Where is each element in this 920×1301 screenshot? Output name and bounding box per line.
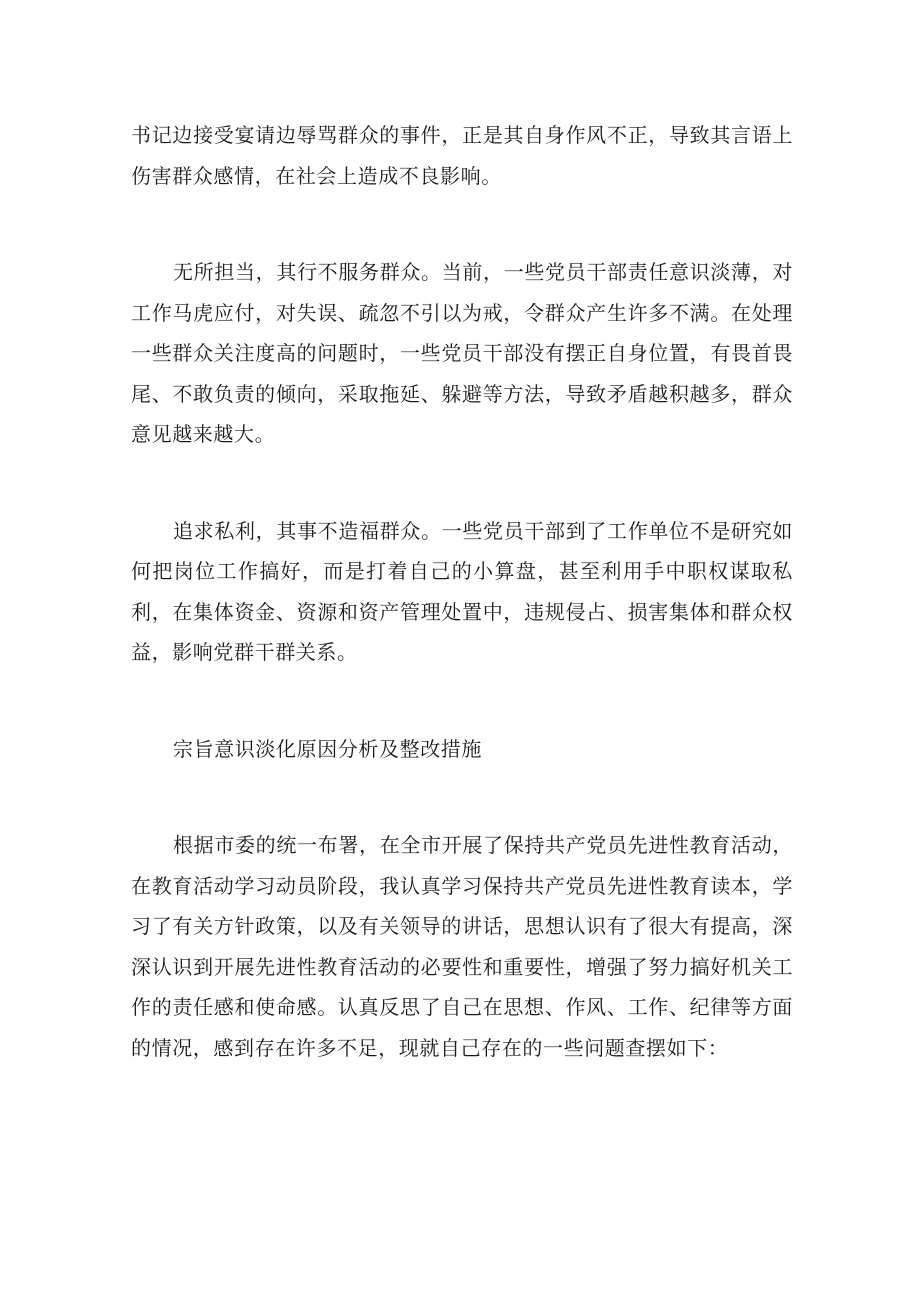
- paragraph-no-responsibility: 无所担当，其行不服务群众。当前，一些党员干部责任意识淡薄，对工作马虎应付，对失误、疏忽不引以为戒，令群众产生许多不满。在处理一些群众关注度高的问题时，一些党员干部没有摆正自身位置，有畏首畏尾、不敢负责的倾向，采取拖延、躲避等方法，导致矛盾越积越多，群众意见越来越大。: [131, 260, 793, 446]
- paragraph-closing: 根据市委的统一布署，在全市开展了保持共产党员先进性教育活动，在教育活动学习动员阶段，我认真学习保持共产党员先进性教育读本，学习了有关方针政策，以及有关领导的讲话，思想认识有了很大有提高，深深认识到开展先进性教育活动的必要性和重要性，增强了努力搞好机关工作的责任感和使命感。认真反思了自己在思想、作风、工作、纪律等方面的情况，感到存在许多不足，现就自己存在的一些问题查摆如下：: [131, 833, 793, 1060]
- paragraph-continuation: 书记边接受宴请边辱骂群众的事件，正是其自身作风不正，导致其言语上伤害群众感情，在社会上造成不良影响。: [131, 123, 793, 188]
- paragraph-private-interest: 追求私利，其事不造福群众。一些党员干部到了工作单位不是研究如何把岗位工作搞好，而是打着自己的小算盘，甚至利用手中职权谋取私利，在集体资金、资源和资产管理处置中，违规侵占、损害集体和群众权益，影响党群干群关系。: [131, 518, 793, 664]
- section-heading: 宗旨意识淡化原因分析及整改措施: [173, 736, 482, 761]
- document-body: [131, 115, 793, 1068]
